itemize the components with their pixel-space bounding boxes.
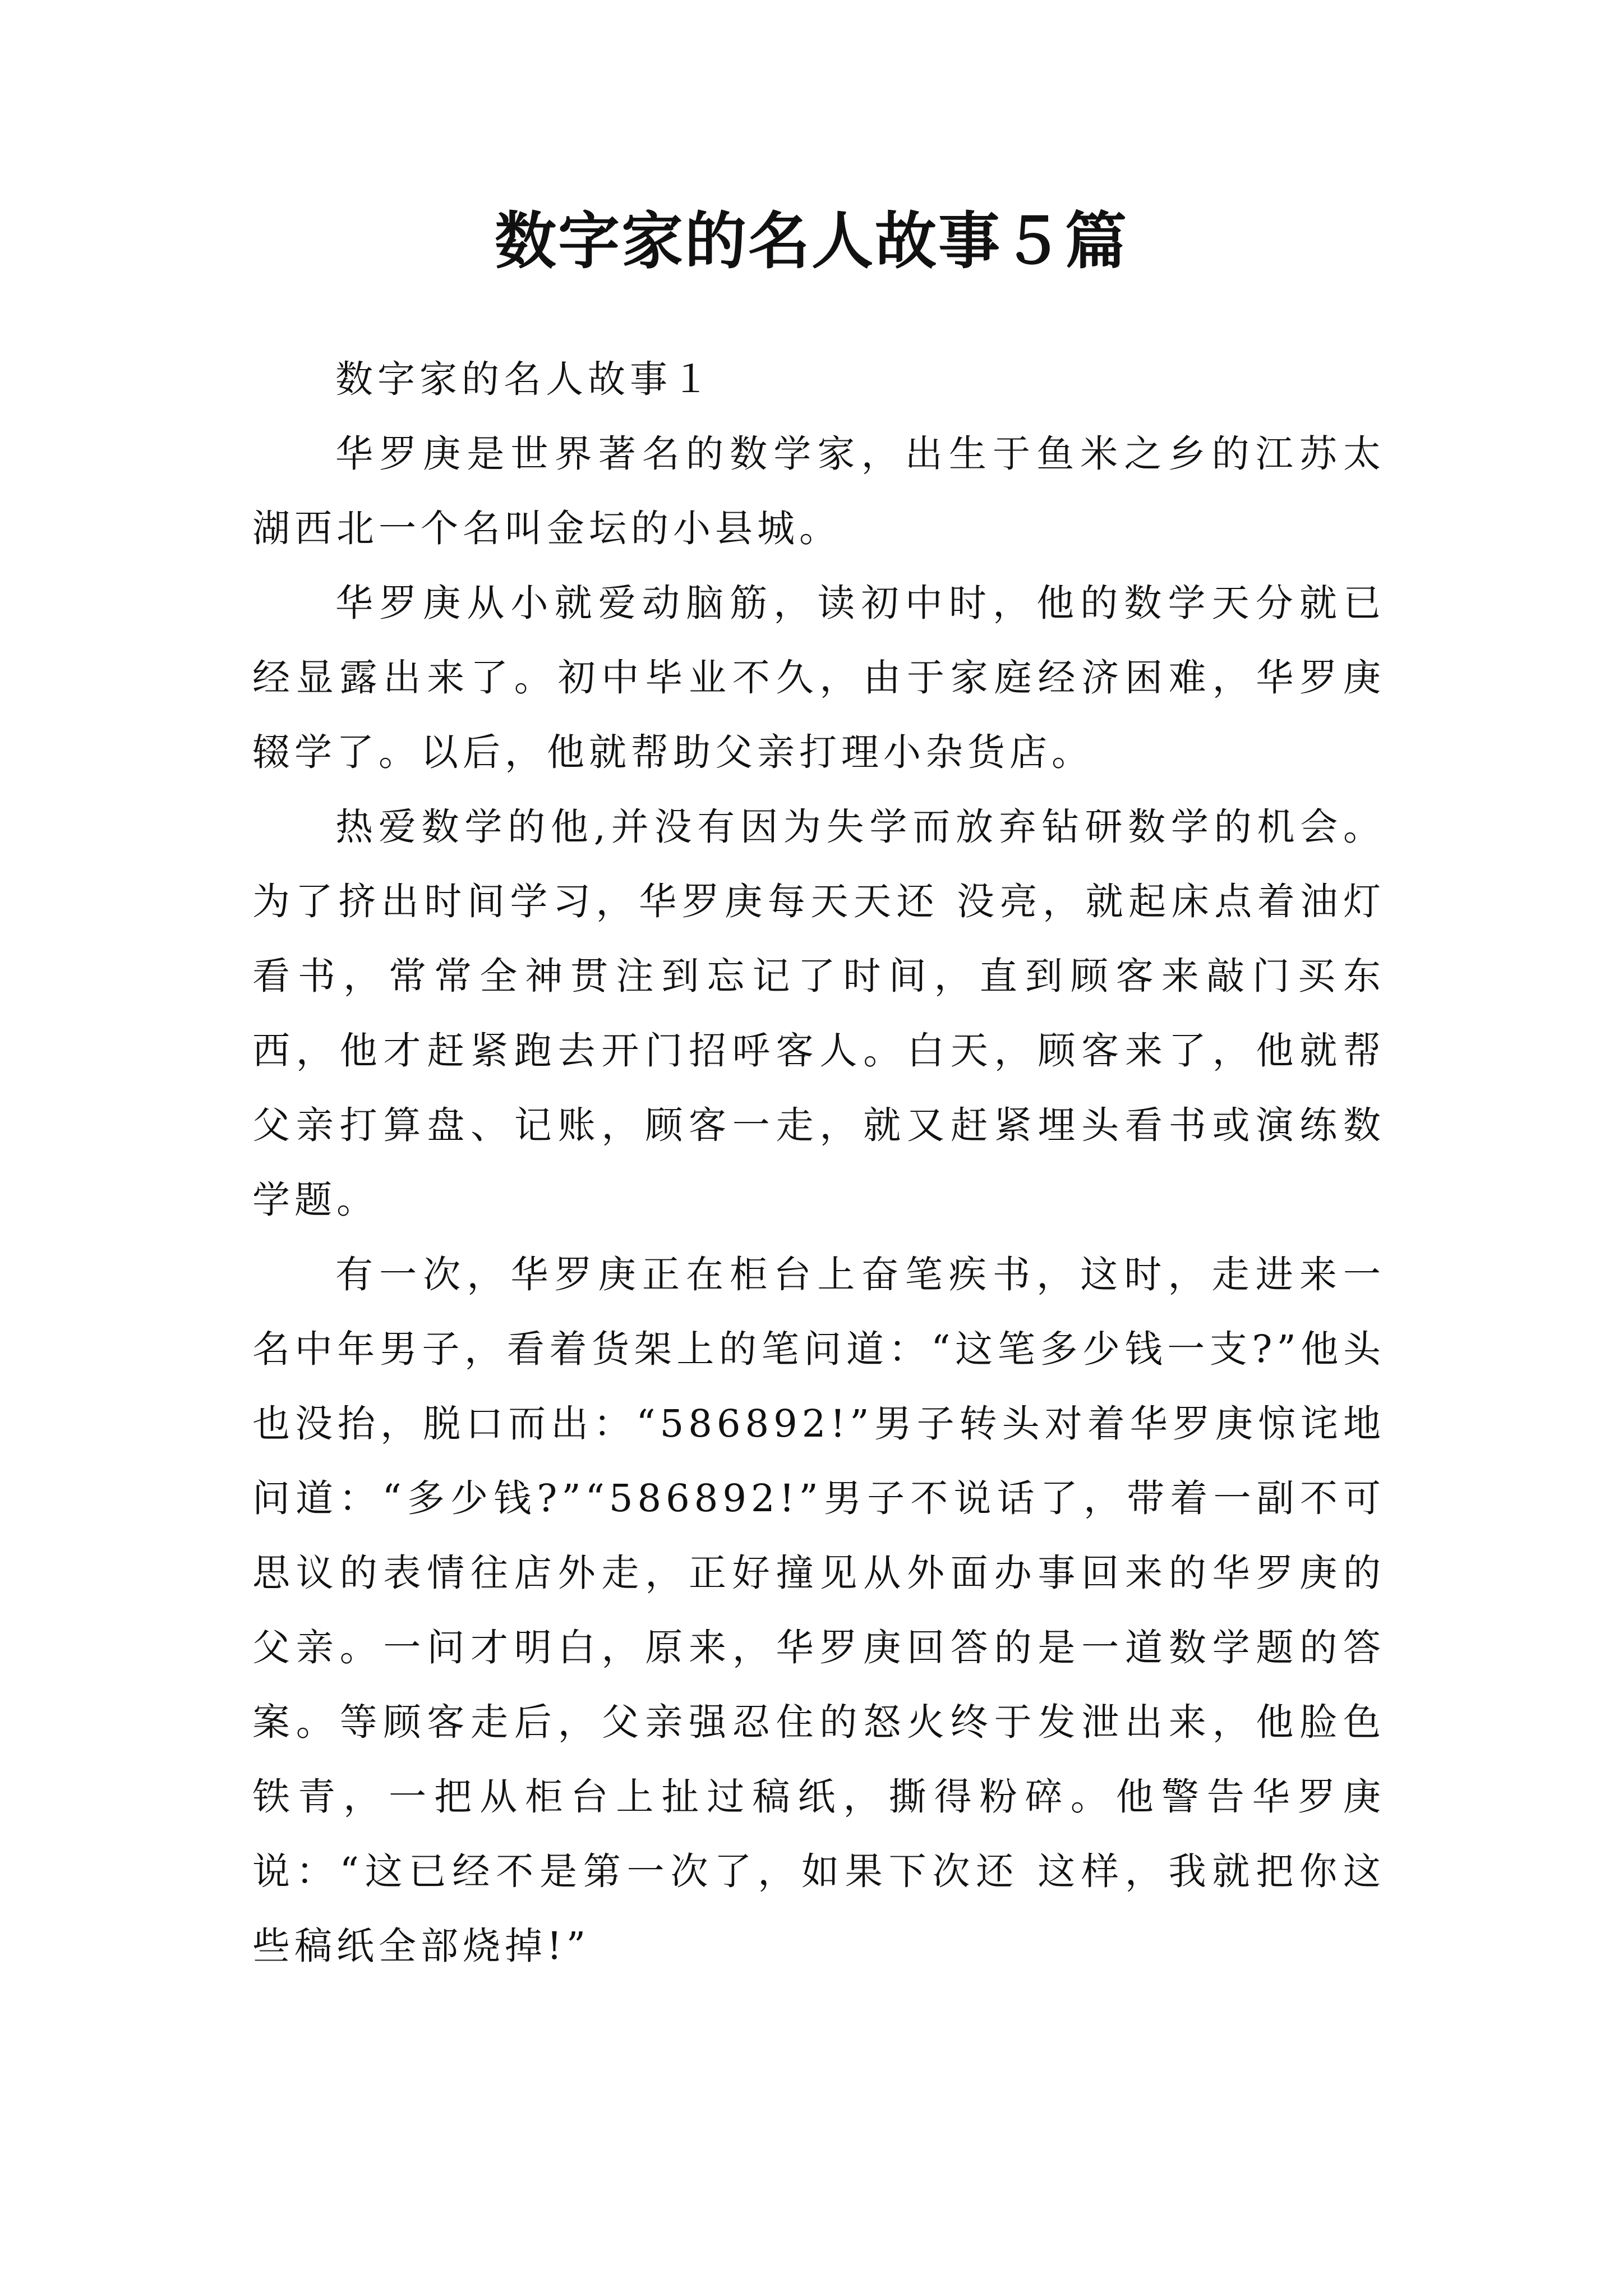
body-paragraph: 华罗庚从小就爱动脑筋，读初中时，他的数学天分就已经显露出来了。初中毕业不久，由于家庭经济困难，华罗庚辍学了。以后，他就帮助父亲打理小杂货店。 [252, 581, 1385, 774]
body-paragraph: 有一次，华罗庚正在柜台上奋笔疾书，这时，走进来一名中年男子，看着货架上的笔问道：“这笔多少钱一支?”他头也没抬，脱口而出：“586892!”男子转头对着华罗庚惊诧地问道：“多少钱?”“586892!”男子不说话了，带着一副不可思议的表情往店外走，正好撞见从外面办事回来的华罗庚的父亲。一问才明白，原来，华罗庚回答的是一道数学题的答案。等顾客走后，父亲强忍住的怒火终于发泄出来，他脸色铁青，一把从柜台上扯过稿纸，撕得粉碎。他警告华罗庚说：“这已经不是第一次了，如果下次还 这样，我就把你这些稿纸全部烧掉!” [252, 1253, 1385, 1968]
body-paragraph: 华罗庚是世界著名的数学家，出生于鱼米之乡的江苏太湖西北一个名叫金坛的小县城。 [252, 432, 1385, 550]
document-body [252, 342, 1385, 1984]
document-title: 数字家的名人故事５篇 [495, 205, 1128, 277]
section-heading: 数字家的名人故事１ [335, 357, 714, 401]
body-paragraph: 热爱数学的他,并没有因为失学而放弃钻研数学的机会。为了挤出时间学习，华罗庚每天天还 没亮，就起床点着油灯看书，常常全神贯注到忘记了时间，直到顾客来敲门买东西，他才赶紧跑去开门招呼客人。白天，顾客来了，他就帮父亲打算盘、记账，顾客一走，就又赶紧埋头看书或演练数学题。 [252, 805, 1385, 1222]
